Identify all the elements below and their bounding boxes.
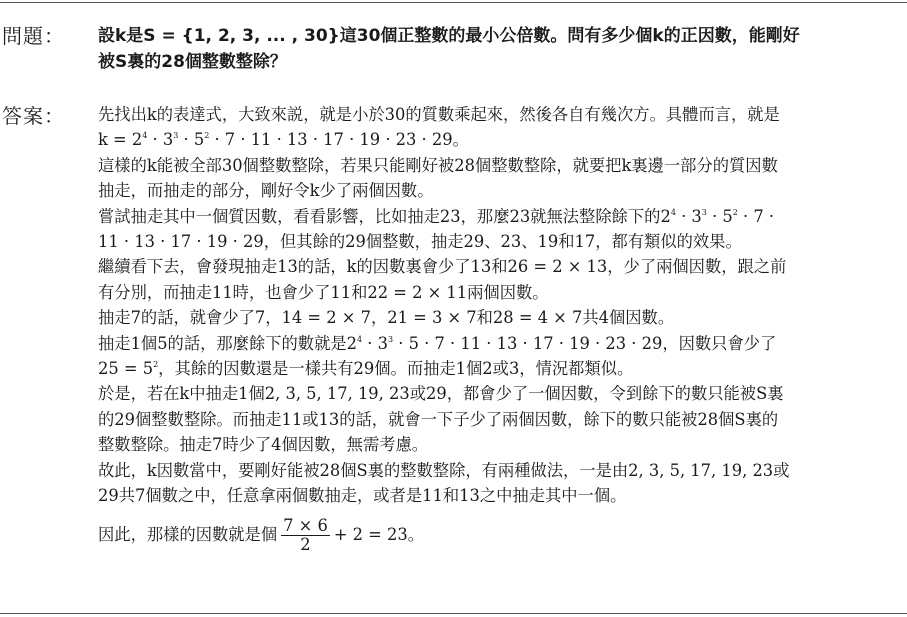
question-line: 被S裏的28個整數整除？	[98, 52, 287, 72]
answer-line: 整數整除。抽走7時少了4個因數，無需考慮。	[98, 435, 429, 455]
answer-line: 有分別，而抽走11時，也會少了11和22 = 2 × 11兩個因數。	[98, 282, 549, 302]
text-run: · 7 ·	[737, 206, 775, 226]
exponent: 4	[357, 334, 363, 344]
exponent: 3	[388, 334, 394, 344]
text-run: · 3	[675, 206, 702, 226]
text-run: · 3	[147, 130, 174, 150]
text-run: 因此，那樣的因數就是個	[98, 524, 278, 544]
answer-line	[98, 331, 902, 356]
exponent: 4	[670, 207, 676, 217]
answer-line: 29共7個數之中，任意拿兩個數抽走，或者是11和13之中抽走其中一個。	[98, 486, 627, 506]
fraction	[281, 517, 330, 554]
answer-line: 11 · 13 · 17 · 19 · 29，但其餘的29個整數，抽走29、23、19和17，都有類似的效果。	[98, 232, 742, 252]
answer-line: 的29個整數整除。而抽走11或13的話，就會一下子少了兩個因數，餘下的數只能被28個S裏的	[98, 409, 779, 429]
text-run: + 2 = 23。	[333, 524, 424, 544]
question-text	[98, 23, 898, 75]
answer-line: 繼續看下去，會發現抽走13的話，k的因數裏會少了13和26 = 2 × 13，少了兩個因數，跟之前	[98, 257, 787, 277]
text-run: · 7 · 11 · 13 · 17 · 19 · 23 · 29。	[209, 130, 469, 150]
answer-label: 答案：	[2, 104, 65, 128]
answer-line	[98, 356, 902, 381]
answer-line	[98, 204, 902, 229]
question-label: 問題：	[2, 24, 65, 48]
text-run: · 5 · 7 · 11 · 13 · 17 · 19 · 23 · 29，因數只會少了	[393, 333, 777, 353]
fraction-denominator: 2	[300, 534, 311, 554]
exponent: 3	[701, 207, 707, 217]
text-run: 嘗試抽走其中一個質因數，看看影響，比如抽走23，那麼23就無法整除餘下的2	[98, 206, 671, 226]
exponent: 2	[153, 360, 159, 370]
answer-line: 先找出k的表達式，大致來説，就是小於30的質數乘起來，然後各自有幾次方。具體而言，就是	[98, 105, 780, 124]
fraction-numerator: 7 × 6	[283, 515, 328, 535]
text-run: 25 = 5	[98, 359, 154, 379]
answer-line: 抽走7的話，就會少了7，14 = 2 × 7，21 = 3 × 7和28 = 4 × 7共4個因數。	[98, 308, 675, 328]
text-run: 抽走1個5的話，那麼餘下的數就是2	[98, 333, 358, 353]
question-line: 設k是S = {1, 2, 3, ... , 30}這30個正整數的最小公倍數。問有多少個k的正因數，能剛好	[98, 26, 800, 46]
top-rule	[0, 2, 907, 3]
answer-line	[98, 127, 902, 152]
text-run: · 3	[362, 333, 388, 353]
text-run: · 5	[178, 130, 205, 150]
answer-line: 故此，k因數當中，要剛好能被28個S裏的整數整除，有兩種做法，一是由2, 3, 5, 17, 19, 23或	[98, 460, 790, 480]
bottom-rule	[0, 613, 907, 614]
answer-line: 這樣的k能被全部30個整數整除，若果只能剛好被28個整數整除，就要把k裏邊一部分的質因數	[98, 155, 778, 175]
text-run: ，其餘的因數還是一樣共有29個。而抽走1個2或3，情況都類似。	[158, 359, 634, 379]
exponent: 2	[204, 131, 210, 141]
answer-line: 抽走，而抽走的部分，剛好令k少了兩個因數。	[98, 181, 434, 201]
exponent: 2	[732, 207, 738, 217]
text-run: · 5	[706, 206, 733, 226]
exponent: 3	[173, 131, 179, 141]
answer-text	[98, 102, 902, 554]
exponent: 4	[142, 131, 148, 141]
answer-line: 於是，若在k中抽走1個2, 3, 5, 17, 19, 23或29，都會少了一個因數，令到餘下的數只能被S裏	[98, 384, 784, 404]
text-run: k = 2	[98, 130, 143, 150]
answer-line	[98, 517, 902, 554]
